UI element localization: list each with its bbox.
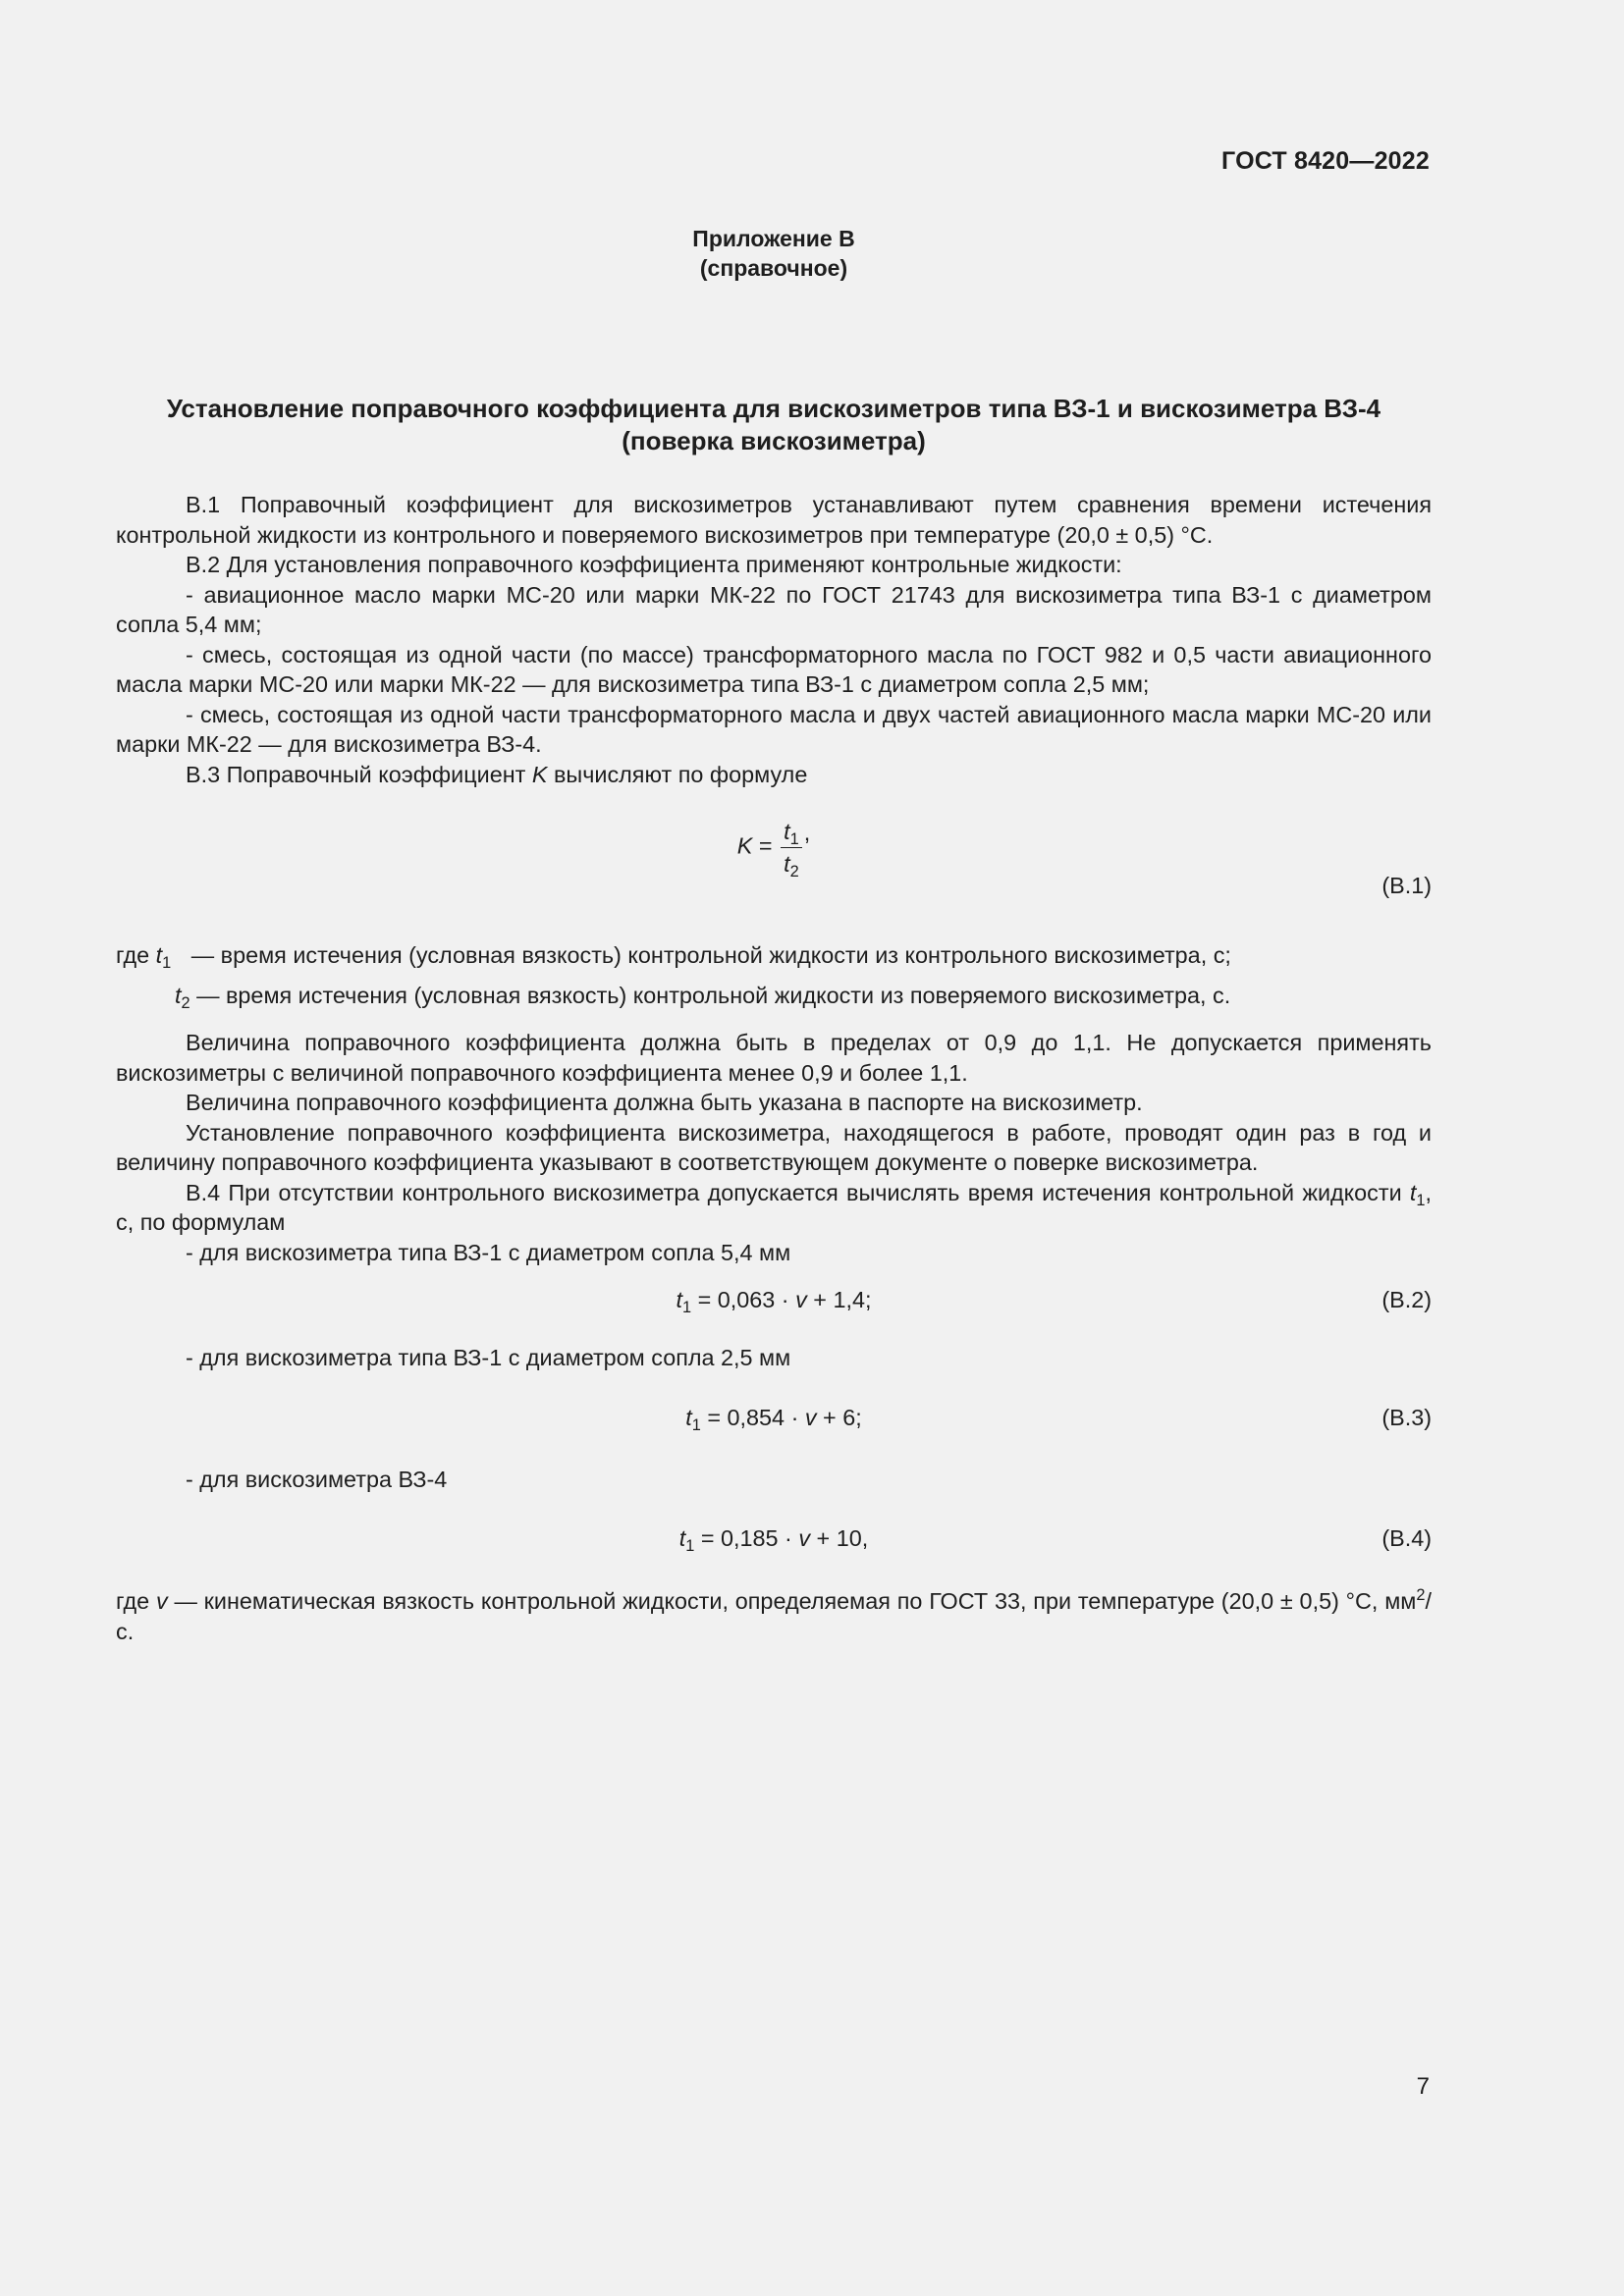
document-code: ГОСТ 8420—2022 xyxy=(1221,147,1430,175)
formula-b4-expression xyxy=(116,1523,1432,1554)
formula-b3-text1: = 0,854 · xyxy=(700,1404,805,1430)
where-label: где xyxy=(116,942,156,968)
formula-b2-expression xyxy=(116,1285,1432,1315)
fraction-denominator xyxy=(781,848,802,879)
paragraph-value-range: Величина поправочного коэффициента должна быть в пределах от 0,9 до 1,1. Не допускается применять вискозиметры с величиной поправочного коэффициента менее 0,9 и более 1,1. xyxy=(116,1030,1432,1086)
formula-b4 xyxy=(116,1494,1432,1586)
where-v-sup: 2 xyxy=(1416,1586,1426,1604)
t2-sub: 2 xyxy=(181,994,190,1012)
paragraph-b2: В.2 Для установления поправочного коэффициента применяют контрольные жидкости: xyxy=(186,552,1122,577)
paragraph-b3 xyxy=(116,760,1432,790)
where-v-text: — кинематическая вязкость контрольной жидкости, определяемая по ГОСТ 33, при температуре (20,0 ± 0,5) °С, мм xyxy=(167,1588,1417,1614)
formula-b1-number: (В.1) xyxy=(1381,873,1432,898)
formula-b2-sub: 1 xyxy=(682,1299,692,1316)
formula-b3-text2: + 6; xyxy=(816,1404,862,1430)
item-nozzle-2-5: - для вискозиметра типа ВЗ-1 с диаметром сопла 2,5 мм xyxy=(186,1345,791,1370)
fraction-numerator xyxy=(781,817,802,848)
where-v-end: /с. xyxy=(116,1588,1432,1644)
b4-sub: 1 xyxy=(1416,1191,1426,1209)
definition-t1 xyxy=(116,940,1432,981)
formula-b4-number: (В.4) xyxy=(1381,1525,1432,1551)
formula-b4-var: t xyxy=(678,1525,686,1551)
t1-var: t xyxy=(155,942,163,968)
paragraph-where-v xyxy=(116,1586,1432,1646)
formula-b2 xyxy=(116,1267,1432,1343)
numerator-var: t xyxy=(784,819,790,844)
b3-text: В.3 Поправочный коэффициент xyxy=(186,761,532,787)
section-heading xyxy=(116,393,1432,457)
numerator-sub: 1 xyxy=(789,830,799,848)
formula-b4-text2: + 10, xyxy=(810,1525,869,1551)
b4-var: t xyxy=(1409,1179,1417,1205)
item-nozzle-5-4: - для вискозиметра типа ВЗ-1 с диаметром сопла 5,4 мм xyxy=(186,1239,791,1265)
section-b1-b3 xyxy=(116,490,1432,789)
denominator-var: t xyxy=(784,851,790,877)
paragraph-annual: Установление поправочного коэффициента вискозиметра, находящегося в работе, проводят один раз в год и величину поправочного коэффициента указывают в соответствующем документе о поверке вискозиметра. xyxy=(116,1119,1432,1175)
page-number: 7 xyxy=(1416,2073,1430,2100)
b4-text-end: , с, по формулам xyxy=(116,1179,1432,1235)
formula-b4-sub: 1 xyxy=(685,1537,695,1555)
formula-b4-text1: = 0,185 · xyxy=(694,1525,799,1551)
definition-t2 xyxy=(116,981,1432,1021)
b4-text: В.4 При отсутствии контрольного вискозиметра допускается вычислять время истечения контрольной жидкости xyxy=(186,1179,1410,1205)
formula-b1-lhs: K xyxy=(736,832,753,859)
t2-var: t xyxy=(175,983,182,1008)
appendix-subtitle: (справочное) xyxy=(699,255,848,281)
denominator-sub: 2 xyxy=(789,863,799,881)
formula-b3-expression xyxy=(116,1403,1432,1433)
t1-definition-text: — время истечения (условная вязкость) контрольной жидкости из контрольного вискозиметра, с; xyxy=(185,942,1231,968)
item-vz4: - для вискозиметра ВЗ-4 xyxy=(186,1466,448,1492)
formula-b3 xyxy=(116,1373,1432,1465)
section-title-line2: (поверка вискозиметра) xyxy=(622,426,926,455)
formula-b3-var: t xyxy=(685,1404,692,1430)
formula-b1-expression xyxy=(116,817,1432,879)
t2-definition-text: — время истечения (условная вязкость) контрольной жидкости из поверяемого вискозиметра, с. xyxy=(189,983,1231,1008)
fraction xyxy=(781,817,802,879)
where-v-label: где xyxy=(116,1588,156,1614)
formula-b4-v: v xyxy=(798,1525,811,1551)
formula-b2-v: v xyxy=(795,1287,807,1312)
appendix-heading xyxy=(116,224,1432,283)
formula-b1-eq: = xyxy=(752,832,780,859)
formula-b2-var: t xyxy=(676,1287,682,1312)
formula-b2-number: (В.2) xyxy=(1381,1287,1432,1312)
k-variable: K xyxy=(531,761,548,787)
appendix-title: Приложение В xyxy=(692,226,855,251)
formula-b2-text1: = 0,063 · xyxy=(691,1287,796,1312)
paragraph-passport: Величина поправочного коэффициента должна быть указана в паспорте на вискозиметр. xyxy=(186,1090,1143,1115)
paragraph-b1: В.1 Поправочный коэффициент для вискозиметров устанавливают путем сравнения времени истечения контрольной жидкости из контрольного и поверяемого вискозиметров при температуре (20,0 ± 0,5) °С. xyxy=(116,492,1432,548)
where-v-var: v xyxy=(155,1588,168,1614)
formula-b2-text2: + 1,4; xyxy=(806,1287,872,1312)
formula-b3-sub: 1 xyxy=(691,1415,701,1434)
section-title-line1: Установление поправочного коэффициента для вискозиметров типа ВЗ-1 и вискозиметра ВЗ-4 xyxy=(166,394,1381,423)
paragraph-b2-item3: - смесь, состоящая из одной части трансформаторного масла и двух частей авиационного масла марки МС-20 или марки МК-22 — для вискозиметра ВЗ-4. xyxy=(116,701,1432,757)
formula-b3-v: v xyxy=(804,1404,817,1430)
paragraph-b2-item1: - авиационное масло марки МС-20 или марки МК-22 по ГОСТ 21743 для вискозиметра типа ВЗ-1 с диаметром сопла 5,4 мм; xyxy=(116,581,1432,637)
section-b3-notes-b4 xyxy=(116,1028,1432,1646)
definitions xyxy=(116,940,1432,1021)
t1-sub: 1 xyxy=(162,954,172,972)
formula-b3-number: (В.3) xyxy=(1381,1404,1432,1430)
paragraph-b2-item2: - смесь, состоящая из одной части (по массе) трансформаторного масла по ГОСТ 982 и 0,5 части авиационного масла марки МС-20 или марки МК-22 — для вискозиметра типа ВЗ-1 с диаметром сопла 2,5 мм; xyxy=(116,641,1432,697)
paragraph-b4 xyxy=(116,1178,1432,1238)
b3-text-end: вычисляют по формуле xyxy=(547,761,808,787)
formula-b1 xyxy=(116,817,1432,898)
formula-b1-trail: , xyxy=(803,819,811,845)
